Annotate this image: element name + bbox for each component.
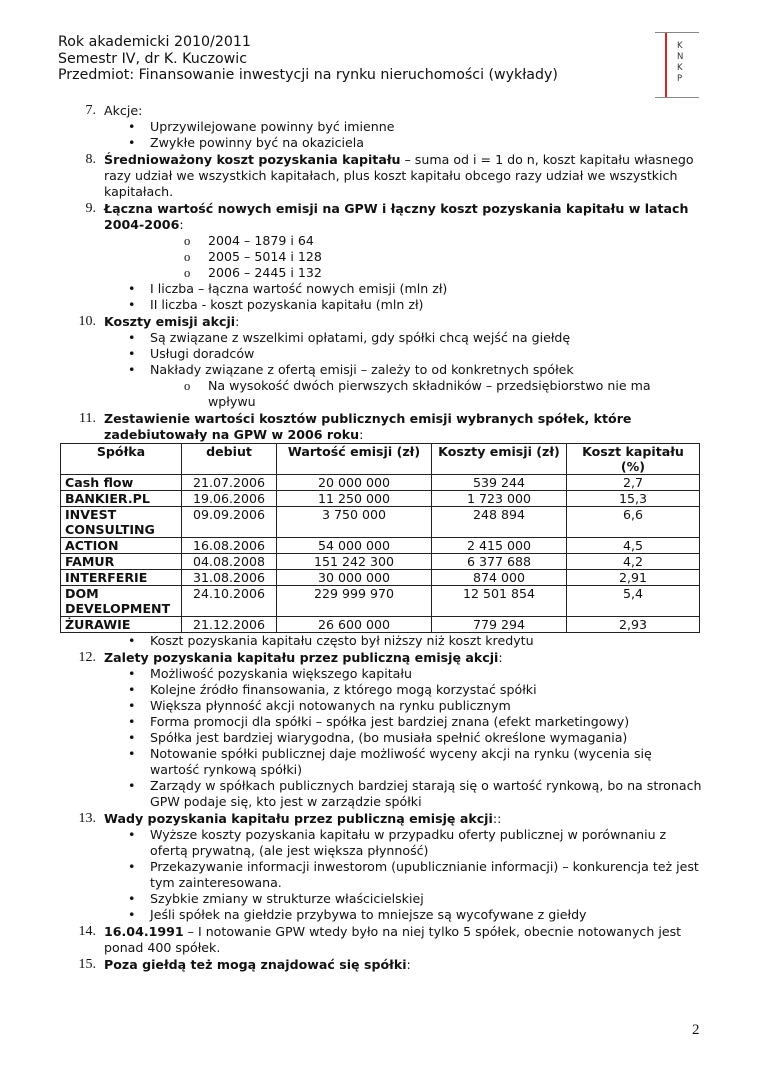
- bullet-item: • Forma promocji dla spółki – spółka jest bardziej znana (efekt marketingowy): [150, 714, 705, 730]
- section-title: Koszty emisji akcji: [104, 314, 236, 329]
- bullet-item: • Kolejne źródło finansowania, z którego mogą korzystać spółki: [150, 682, 705, 698]
- section-title: Łączna wartość nowych emisji na GPW i łączny koszt pozyskania kapitału w latach 2004-2006: [104, 201, 689, 232]
- table-cell: DOM DEVELOPMENT: [61, 586, 182, 617]
- table-cell: ACTION: [61, 538, 182, 554]
- column-header: Wartość emisji (zł): [277, 444, 432, 475]
- section-11: 11. Zestawienie wartości kosztów publicznych emisji wybranych spółek, które zadebiutowały na GPW w 2006 roku:: [0, 411, 760, 442]
- item-number: 11.: [79, 411, 96, 426]
- table-row: [61, 491, 700, 507]
- table-cell: 04.08.2008: [182, 554, 277, 570]
- item-number: 13.: [78, 811, 96, 826]
- section-13: 13. Wady pozyskania kapitału przez publiczną emisję akcji:: • Wyższe koszty pozyskania kapitału w przypadku oferty publicznej w porównaniu z ofertą prywatną, (ale jest większa płynność) • Przekazywanie informacji inwestorom (upublicznianie informacji) – konkurencja też jest tym zainteresowana. • Szybkie zmiany w strukturze właścicielskiej • Jeśli spółek na giełdzie przybywa to mniejsze są wycofywane z giełdy: [0, 811, 760, 923]
- bullet-item: • Przekazywanie informacji inwestorom (upublicznianie informacji) – konkurencja też jest tym zainteresowana.: [150, 859, 705, 891]
- bullet-item: • Nakłady związane z ofertą emisji – zależy to od konkretnych spółek: [150, 362, 705, 378]
- item-number: 12.: [78, 650, 96, 665]
- table-cell: 539 244: [432, 475, 567, 491]
- table-cell: 20 000 000: [277, 475, 432, 491]
- knkp-logo: K N K P: [655, 32, 699, 98]
- sub-item: o Na wysokość dwóch pierwszych składników – przedsiębiorstwo nie ma wpływu: [208, 378, 668, 410]
- header-line: Semestr IV, dr K. Kuczowic: [58, 50, 248, 67]
- section-8: [0, 152, 760, 200]
- table-cell: 24.10.2006: [182, 586, 277, 617]
- document-body: [0, 103, 760, 974]
- table-cell: 11 250 000: [277, 491, 432, 507]
- table-row: [61, 586, 700, 617]
- section-10: 10. Koszty emisji akcji: • Są związane z wszelkimi opłatami, gdy spółki chcą wejść na giełdę • Usługi doradców • Nakłady związane z ofertą emisji – zależy to od konkretnych spółek o Na wysokość dwóch pierwszych składników – przedsiębiorstwo nie ma wpływu: [0, 314, 760, 410]
- bullet-item: • Możliwość pozyskania większego kapitału: [150, 666, 705, 682]
- item-number: 10.: [78, 314, 96, 329]
- table-cell: 2,91: [567, 570, 700, 586]
- table-cell: 26 600 000: [277, 617, 432, 633]
- table-cell: 54 000 000: [277, 538, 432, 554]
- table-cell: 2,93: [567, 617, 700, 633]
- table-cell: 16.08.2006: [182, 538, 277, 554]
- table-cell: Cash flow: [61, 475, 182, 491]
- bullet-item: • Uprzywilejowane powinny być imienne: [150, 119, 705, 135]
- bullet-item: • Szybkie zmiany w strukturze właścicielskiej: [150, 891, 705, 907]
- sub-item: o 2004 – 1879 i 64: [208, 233, 668, 249]
- table-cell: 5,4: [567, 586, 700, 617]
- section-title: Średnioważony koszt pozyskania kapitału: [104, 152, 401, 167]
- table-cell: ŻURAWIE: [61, 617, 182, 633]
- emissions-table: [60, 443, 700, 633]
- table-cell: 6 377 688: [432, 554, 567, 570]
- column-header: Koszty emisji (zł): [432, 444, 567, 475]
- table-cell: 21.07.2006: [182, 475, 277, 491]
- table-cell: 31.08.2006: [182, 570, 277, 586]
- table-cell: 09.09.2006: [182, 507, 277, 538]
- table-cell: FAMUR: [61, 554, 182, 570]
- item-number: 15.: [78, 957, 96, 972]
- table-row: [61, 475, 700, 491]
- section-title: Akcje:: [104, 103, 143, 118]
- table-cell: 779 294: [432, 617, 567, 633]
- section-11-note: [0, 633, 760, 649]
- section-14: [0, 924, 760, 956]
- bullet-item: • Zarządy w spółkach publicznych bardziej starają się o wartość rynkową, bo na stronach GPW podaje się, kto jest w zarządzie spółki: [150, 778, 705, 810]
- column-header: Spółka: [61, 444, 182, 475]
- table-cell: 19.06.2006: [182, 491, 277, 507]
- table-row: [61, 538, 700, 554]
- bullet-item: • I liczba – łączna wartość nowych emisji (mln zł): [150, 281, 705, 297]
- table-cell: INTERFERIE: [61, 570, 182, 586]
- section-7: [0, 103, 760, 151]
- section-title: 16.04.1991: [104, 924, 184, 939]
- table-cell: 4,2: [567, 554, 700, 570]
- bullet-item: • Większa płynność akcji notowanych na rynku publicznym: [150, 698, 705, 714]
- section-15: 15. Poza giełdą też mogą znajdować się spółki:: [0, 957, 760, 973]
- section-12: 12. Zalety pozyskania kapitału przez publiczną emisję akcji: • Możliwość pozyskania większego kapitału • Kolejne źródło finansowania, z którego mogą korzystać spółki • Większa płynność akcji notowanych na rynku publicznym • Forma promocji dla spółki – spółka jest bardziej znana (efekt marketingowy) • Spółka jest bardziej wiarygodna, (bo musiała spełnić określone wymagania) • Notowanie spółki publicznej daje możliwość wyceny akcji na rynku (wycenia się wartość rynkową spółki) • Zarządy w spółkach publicznych bardziej starają się o wartość rynkową, bo na stronach GPW podaje się, kto jest w zarządzie spółki: [0, 650, 760, 810]
- table-cell: 248 894: [432, 507, 567, 538]
- bullet-item: • Spółka jest bardziej wiarygodna, (bo musiała spełnić określone wymagania): [150, 730, 705, 746]
- bullet-item: • Koszt pozyskania kapitału często był niższy niż koszt kredytu: [150, 633, 705, 649]
- table-cell: INVEST CONSULTING: [61, 507, 182, 538]
- table-cell: BANKIER.PL: [61, 491, 182, 507]
- section-title: Zalety pozyskania kapitału przez publiczną emisję akcji: [104, 650, 499, 665]
- section-title: Poza giełdą też mogą znajdować się spółki: [104, 957, 407, 972]
- header-line: Przedmiot: Finansowanie inwestycji na rynku nieruchomości (wykłady): [58, 67, 558, 83]
- table-cell: 21.12.2006: [182, 617, 277, 633]
- item-number: 14.: [78, 924, 96, 939]
- page-number: 2: [692, 1022, 700, 1038]
- section-text: – suma od i = 1 do n, koszt kapitału własnego razy udział we wszystkich kapitałach, plus koszt kapitału obcego razy udział we wszystkich kapitałach.: [104, 152, 694, 199]
- table-cell: 2,7: [567, 475, 700, 491]
- sub-item: o 2005 – 5014 i 128: [208, 249, 668, 265]
- table-cell: 6,6: [567, 507, 700, 538]
- table-cell: 2 415 000: [432, 538, 567, 554]
- column-header: debiut: [182, 444, 277, 475]
- item-number: 7.: [85, 103, 96, 118]
- bullet-item: • II liczba - koszt pozyskania kapitału (mln zł): [150, 297, 705, 313]
- table-cell: 12 501 854: [432, 586, 567, 617]
- table-row: [61, 617, 700, 633]
- section-text: – I notowanie GPW wtedy było na niej tylko 5 spółek, obecnie notowanych jest ponad 400 spółek.: [104, 924, 682, 955]
- sub-item: o 2006 – 2445 i 132: [208, 265, 668, 281]
- bullet-item: • Są związane z wszelkimi opłatami, gdy spółki chcą wejść na giełdę: [150, 330, 705, 346]
- table-cell: 3 750 000: [277, 507, 432, 538]
- table-cell: 874 000: [432, 570, 567, 586]
- header-line: Rok akademicki 2010/2011: [58, 34, 251, 50]
- table-cell: 151 242 300: [277, 554, 432, 570]
- table-cell: 30 000 000: [277, 570, 432, 586]
- table-cell: 229 999 970: [277, 586, 432, 617]
- table-cell: 15,3: [567, 491, 700, 507]
- item-number: 8.: [85, 152, 96, 167]
- table-wrapper: [60, 443, 700, 633]
- section-title: Zestawienie wartości kosztów publicznych emisji wybranych spółek, które zadebiutowały na GPW w 2006 roku: [104, 411, 632, 442]
- table-row: [61, 554, 700, 570]
- table-cell: 4,5: [567, 538, 700, 554]
- table-header-row: [61, 444, 700, 475]
- column-header: Koszt kapitału (%): [567, 444, 700, 475]
- document-header: [58, 34, 558, 84]
- bullet-item: • Usługi doradców: [150, 346, 705, 362]
- bullet-item: • Notowanie spółki publicznej daje możliwość wyceny akcji na rynku (wycenia się wartość rynkową spółki): [150, 746, 705, 778]
- table-row: [61, 507, 700, 538]
- bullet-item: • Jeśli spółek na giełdzie przybywa to mniejsze są wycofywane z giełdy: [150, 907, 705, 923]
- table-row: [61, 570, 700, 586]
- bullet-item: • Zwykłe powinny być na okaziciela: [150, 135, 705, 151]
- bullet-item: • Wyższe koszty pozyskania kapitału w przypadku oferty publicznej w porównaniu z ofertą prywatną, (ale jest większa płynność): [150, 827, 705, 859]
- table-cell: 1 723 000: [432, 491, 567, 507]
- section-title: Wady pozyskania kapitału przez publiczną emisję akcji: [104, 811, 493, 826]
- section-9: 9. Łączna wartość nowych emisji na GPW i łączny koszt pozyskania kapitału w latach 2004-2006: o 2004 – 1879 i 64 o 2005 – 5014 i 128 o 2006 – 2445 i 132 • I liczba – łączna wartość nowych emisji (mln zł) • II liczba - koszt pozyskania kapitału (mln zł): [0, 201, 760, 313]
- item-number: 9.: [85, 201, 96, 216]
